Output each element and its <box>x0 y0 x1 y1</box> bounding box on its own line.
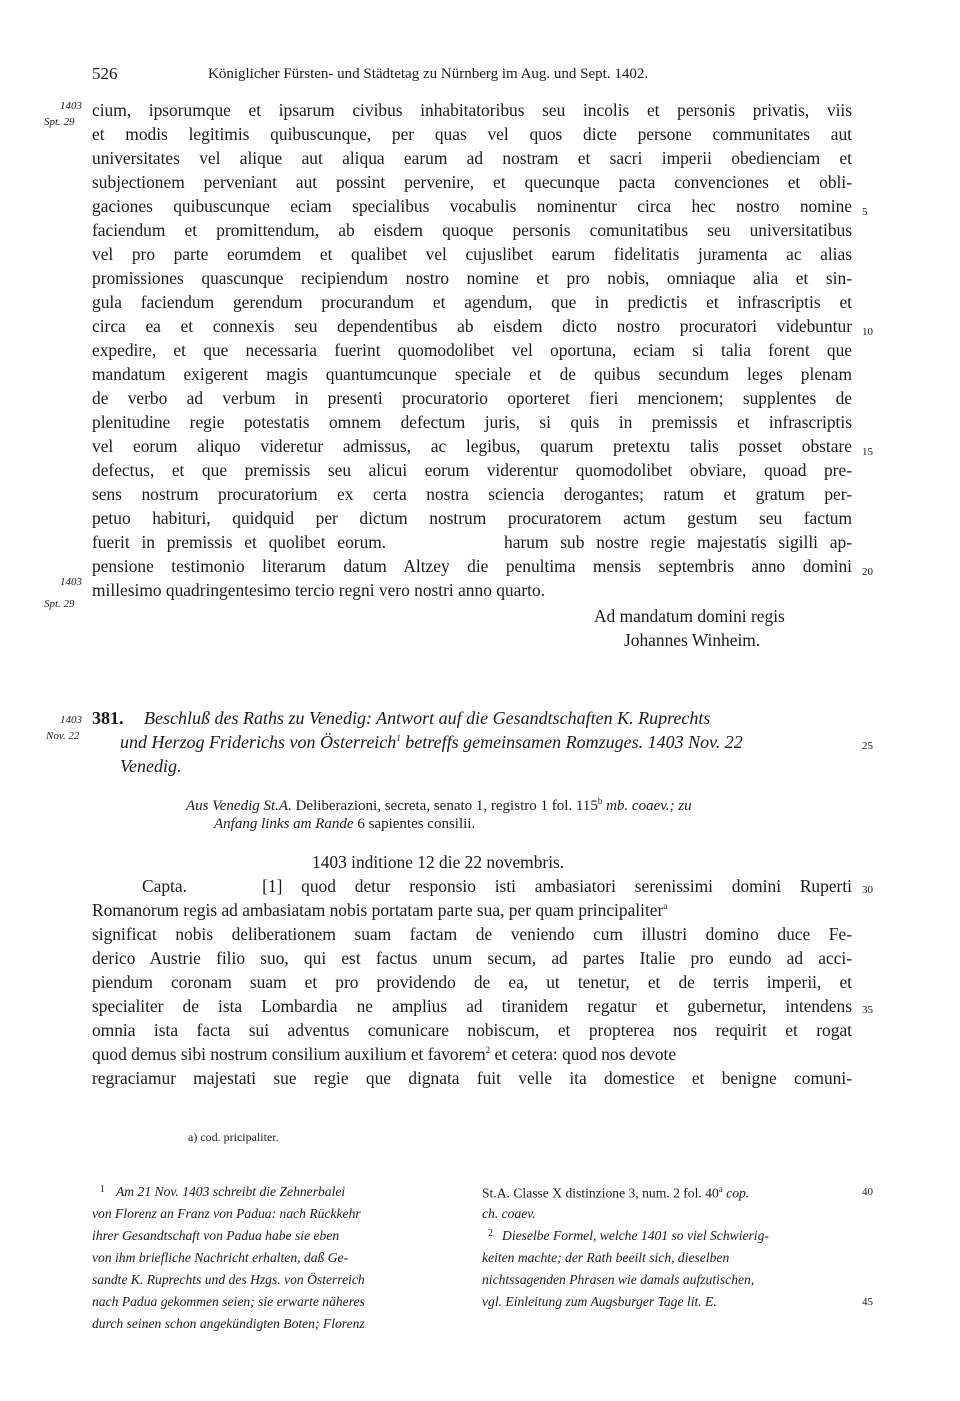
main-line: petuo habituri, quidquid per dictum nostrum procuratorem actum gestum seu factum <box>92 508 852 528</box>
footnote-marker: 1 <box>100 1184 105 1195</box>
body-line: derico Austrie filio suo, qui est factus unum secum, ad partes Italie pro eundo ad acci- <box>92 948 852 968</box>
critical-note: a) cod. pricipaliter. <box>188 1130 279 1144</box>
margin-day-doc: Nov. 22 <box>46 730 80 742</box>
main-line: plenitudine regie potestatis omnem defectum juris, si quis in premissis et infrascriptis <box>92 412 852 432</box>
main-line: de verbo ad verbum in presenti procuratorio oporteret fieri mencionem; supplentes de <box>92 388 852 408</box>
main-line: gaciones quibuscunque eciam specialibus vocabulis nominentur circa hec nostro nomine <box>92 196 852 216</box>
main-line: promissiones quascunque recipiendum nostro nomine et pro nobis, omniaque alia et sin- <box>92 268 852 288</box>
line-number: 25 <box>862 740 873 752</box>
source-line-1: Aus Venedig St.A. Deliberazioni, secreta, senato 1, registro 1 fol. 115$^b$ mb. coaev.; zu <box>186 796 692 814</box>
main-line: fuerit in premissis et quolibet eorum. harum sub nostre regie majestatis sigilli ap- <box>92 532 852 552</box>
line-number: 40 <box>862 1186 873 1198</box>
document-title-line-2: und Herzog Friderichs von Österreich$^1$ betreffs gemeinsamen Romzuges. 1403 Nov. 22 <box>120 732 743 752</box>
footnote-right-line: keiten machte; der Rath beeilt sich, dieselben <box>482 1250 730 1265</box>
main-line: subjectionem perveniant aut possint pervenire, et quecunque pacta convenciones et obli- <box>92 172 852 192</box>
main-line: vel eorum aliquo videretur admissus, ac legibus, quarum pretextu talis posset obstare <box>92 436 852 456</box>
line-number: 35 <box>862 1004 873 1016</box>
line-number: 5 <box>862 206 868 218</box>
margin-year-doc: 1403 <box>60 714 82 726</box>
footnote-marker: 2 <box>488 1228 493 1239</box>
line-number: 20 <box>862 566 873 578</box>
body-line: Capta. [1] quod detur responsio isti ambasiatori serenissimi domini Ruperti <box>142 876 852 896</box>
footnote-left-line: Am 21 Nov. 1403 schreibt die Zehnerbalei <box>116 1184 346 1199</box>
body-line: Romanorum regis ad ambasiatam nobis portatam parte sua, per quam principaliter$^a$ <box>92 900 668 920</box>
margin-year-mid: 1403 <box>60 576 82 588</box>
main-line: circa ea et connexis seu dependentibus ab eisdem dicto nostro procuratori videbuntur <box>92 316 852 336</box>
footnote-left-line: von ihm briefliche Nachricht erhalten, daß Ge- <box>92 1250 349 1265</box>
line-number: 10 <box>862 326 873 338</box>
main-line: expedire, et que necessaria fuerint quomodolibet vel oportuna, eciam si talia forent que <box>92 340 852 360</box>
margin-year-top: 1403 <box>60 100 82 112</box>
footnote-right-line: Dieselbe Formel, welche 1401 so viel Schwierig- <box>502 1228 769 1243</box>
footnote-right-line-1: St.A. Classe X distinzione 3, num. 2 fol. 40$^a$ cop. <box>482 1184 750 1201</box>
main-line: et modis legitimis quibuscunque, per quas vel quos dicte persone communitates aut <box>92 124 852 144</box>
body-line: omnia ista facta sui adventus comunicare nobiscum, et propterea nos requirit et rogat <box>92 1020 852 1040</box>
main-line: vel pro parte eorumdem et qualibet vel cujuslibet earum fidelitatis juramenta ac alias <box>92 244 852 264</box>
margin-day-mid: Spt. 29 <box>44 598 75 610</box>
body-line: specialiter de ista Lombardia ne amplius ad tiranidem regatur et gubernetur, intendens <box>92 996 852 1016</box>
body-line: quod demus sibi nostrum consilium auxilium et favorem$^2$ et cetera: quod nos devote <box>92 1044 677 1064</box>
main-line: faciendum et promittendum, ab eisdem quoque personis comunitatibus seu universitatibus <box>92 220 852 240</box>
main-line: gula faciendum gerendum procurandum et agendum, que in predictis et infrascriptis et <box>92 292 852 312</box>
footnote-left-line: durch seinen schon angekündigten Boten; Florenz <box>92 1316 365 1331</box>
line-number: 30 <box>862 884 873 896</box>
main-line: millesimo quadringentesimo tercio regni vero nostri anno quarto. <box>92 580 546 600</box>
footnote-right-line: vgl. Einleitung zum Augsburger Tage lit. E. <box>482 1294 717 1309</box>
footnote-left-line: nach Padua gekommen seien; sie erwarte näheres <box>92 1294 365 1309</box>
dateline: 1403 inditione 12 die 22 novembris. <box>312 852 565 872</box>
page-number: 526 <box>92 64 118 83</box>
main-line: pensione testimonio literarum datum Altzey die penultima mensis septembris anno domini <box>92 556 852 576</box>
document-place: Venedig. <box>120 756 182 776</box>
margin-day-top: Spt. 29 <box>44 116 75 128</box>
line-number: 45 <box>862 1296 873 1308</box>
body-line: significat nobis deliberationem suam factam de veniendo cum illustri domino duce Fe- <box>92 924 852 944</box>
footnote-left-line: von Florenz an Franz von Padua: nach Rückkehr <box>92 1206 361 1221</box>
line-number: 15 <box>862 446 873 458</box>
main-line: universitates vel alique aut aliqua earum ad nostram et sacri imperii obedienciam et <box>92 148 852 168</box>
main-line: defectus, et que premissis seu alicui eorum viderentur quomodolibet obviare, quoad pre- <box>92 460 852 480</box>
running-title: Königlicher Fürsten- und Städtetag zu Nürnberg im Aug. und Sept. 1402. <box>208 66 649 82</box>
main-line: sens nostrum procuratorium ex certa nostra sciencia derogantes; ratum et gratum per- <box>92 484 852 504</box>
footnote-right-line: ch. coaev. <box>482 1206 536 1221</box>
body-line: regraciamur majestati sue regie que dignata fuit velle ita domestice et benigne comuni- <box>92 1068 852 1088</box>
source-line-2: Anfang links am Rande 6 sapientes consilii. <box>214 816 476 832</box>
footnote-right-line: nichtssagenden Phrasen wie damals aufzutischen, <box>482 1272 755 1287</box>
signature-line-1: Ad mandatum domini regis <box>594 606 785 626</box>
footnote-left-line: sandte K. Ruprechts und des Hzgs. von Österreich <box>92 1272 365 1287</box>
main-line: cium, ipsorumque et ipsarum civibus inhabitatoribus seu incolis et personis privatis, viis <box>92 100 852 120</box>
signature-line-2: Johannes Winheim. <box>624 630 761 650</box>
footnote-left-line: ihrer Gesandtschaft von Padua habe sie eben <box>92 1228 340 1243</box>
body-line: piendum coronam suam et pro providendo de ea, ut tenetur, et de terris imperii, et <box>92 972 852 992</box>
main-line: mandatum exigerent magis quantumcunque speciale et de quibus secundum leges plenam <box>92 364 852 384</box>
document-number: 381. <box>92 708 124 728</box>
document-title-line-1: Beschluß des Raths zu Venedig: Antwort auf die Gesandtschaften K. Ruprechts <box>144 708 711 728</box>
